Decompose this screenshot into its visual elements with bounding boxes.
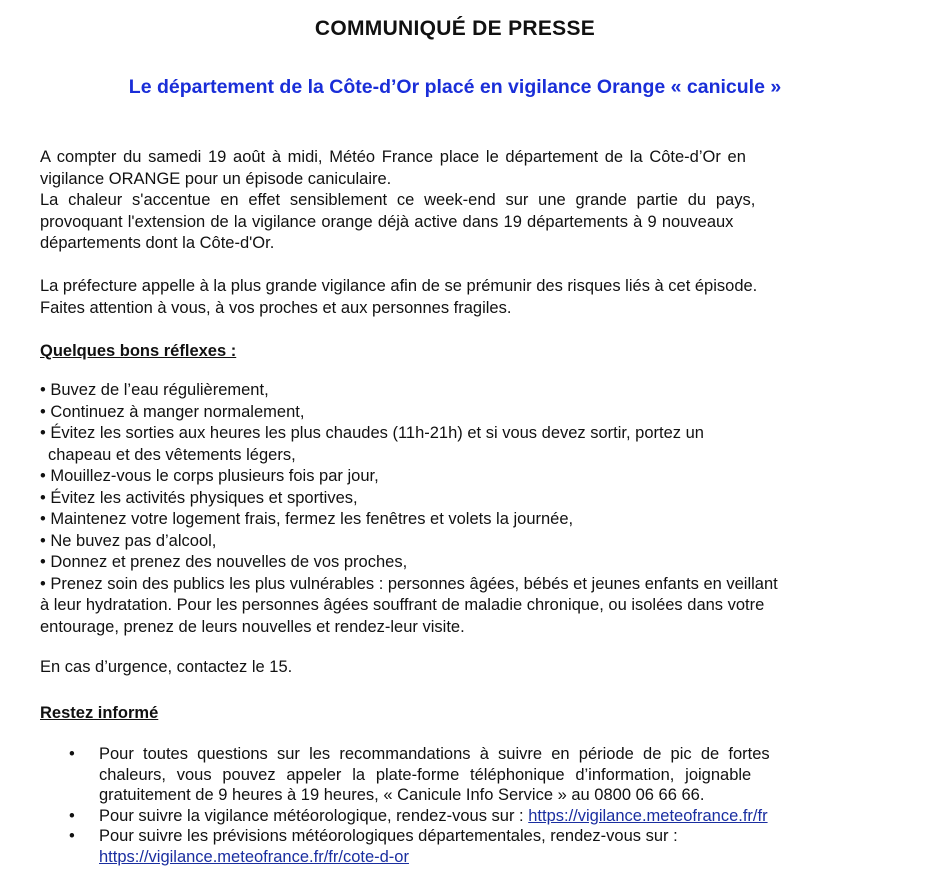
reflex-item: • Évitez les sorties aux heures les plus chaudes (11h-21h) et si vous devez sortir, portez un bbox=[40, 424, 704, 442]
reflex-item-continuation: entourage, prenez de leurs nouvelles et rendez-leur visite. bbox=[40, 617, 465, 636]
info-item-1-line-1: Pour toutes questions sur les recommandations à suivre en période de pic de fortes bbox=[99, 745, 770, 763]
info-item-2-text: Pour suivre la vigilance météorologique, rendez-vous sur : bbox=[99, 806, 529, 825]
reflex-item: • Mouillez-vous le corps plusieurs fois par jour, bbox=[40, 467, 379, 485]
reflex-item: • Buvez de l’eau régulièrement, bbox=[40, 381, 269, 399]
info-item-phone bbox=[40, 744, 868, 806]
reflex-item: • Maintenez votre logement frais, fermez les fenêtres et volets la journée, bbox=[40, 510, 574, 528]
reflex-item: • Continuez à manger normalement, bbox=[40, 402, 305, 421]
document-title: COMMUNIQUÉ DE PRESSE bbox=[314, 17, 596, 40]
info-list bbox=[40, 744, 868, 867]
bullet-icon: • bbox=[69, 806, 75, 825]
reflex-item: • Ne buvez pas d’alcool, bbox=[40, 531, 217, 550]
reflex-item-continuation: chapeau et des vêtements légers, bbox=[48, 445, 296, 464]
info-item-1-line-3: gratuitement de 9 heures à 19 heures, « Canicule Info Service » au 0800 06 66 66. bbox=[99, 786, 705, 804]
info-item-3-link-line bbox=[99, 847, 868, 868]
info-item-3-text: Pour suivre les prévisions météorologiques départementales, rendez-vous sur : bbox=[99, 827, 678, 845]
bullet-icon: • bbox=[69, 827, 75, 845]
reflex-item: • Évitez les activités physiques et sportives, bbox=[40, 488, 358, 507]
intro-paragraph-2 bbox=[40, 190, 868, 255]
info-item-vigilance bbox=[40, 806, 868, 827]
vigilance-link[interactable]: https://vigilance.meteofrance.fr/fr bbox=[528, 806, 768, 825]
emergency-text: En cas d’urgence, contactez le 15. bbox=[40, 658, 293, 676]
prefecture-line-2: Faites attention à vous, à vos proches et aux personnes fragiles. bbox=[40, 298, 512, 317]
document-subtitle: Le département de la Côte-d’Or placé en vigilance Orange « canicule » bbox=[128, 76, 782, 98]
cote-d-or-forecast-link[interactable]: https://vigilance.meteofrance.fr/fr/cote-d-or bbox=[99, 847, 409, 866]
intro-p2-line-1: La chaleur s'accentue en effet sensiblement ce week-end sur une grande partie du pays, bbox=[40, 191, 756, 209]
info-item-2-line bbox=[99, 806, 868, 827]
reflex-item: • Prenez soin des publics les plus vulnérables : personnes âgées, bébés et jeunes enfants en veillant bbox=[40, 574, 778, 593]
info-item-1-line-2: chaleurs, vous pouvez appeler la plate-forme téléphonique d’information, joignable bbox=[99, 765, 752, 784]
intro-p2-line-3: départements dont la Côte-d'Or. bbox=[40, 234, 275, 252]
reflex-item: • Donnez et prenez des nouvelles de vos proches, bbox=[40, 553, 408, 571]
prefecture-line-1: La préfecture appelle à la plus grande vigilance afin de se prémunir des risques liés à cet épisode. bbox=[40, 277, 758, 295]
reflexes-list bbox=[40, 380, 868, 638]
info-item-forecasts bbox=[40, 826, 868, 867]
reflexes-heading: Quelques bons réflexes : bbox=[40, 342, 237, 360]
info-heading: Restez informé bbox=[40, 704, 159, 722]
intro-paragraph-1 bbox=[40, 147, 868, 190]
reflex-item-continuation: à leur hydratation. Pour les personnes âgées souffrant de maladie chronique, ou isolées dans votre bbox=[40, 596, 765, 614]
intro-p2-line-2: provoquant l'extension de la vigilance orange déjà active dans 19 départements à 9 nouveaux bbox=[40, 212, 734, 231]
bullet-icon: • bbox=[69, 745, 75, 763]
intro-p1-line-1: A compter du samedi 19 août à midi, Météo France place le département de la Côte-d’Or en bbox=[40, 148, 746, 166]
intro-p1-line-2: vigilance ORANGE pour un épisode caniculaire. bbox=[40, 169, 392, 188]
prefecture-paragraph bbox=[40, 276, 868, 319]
